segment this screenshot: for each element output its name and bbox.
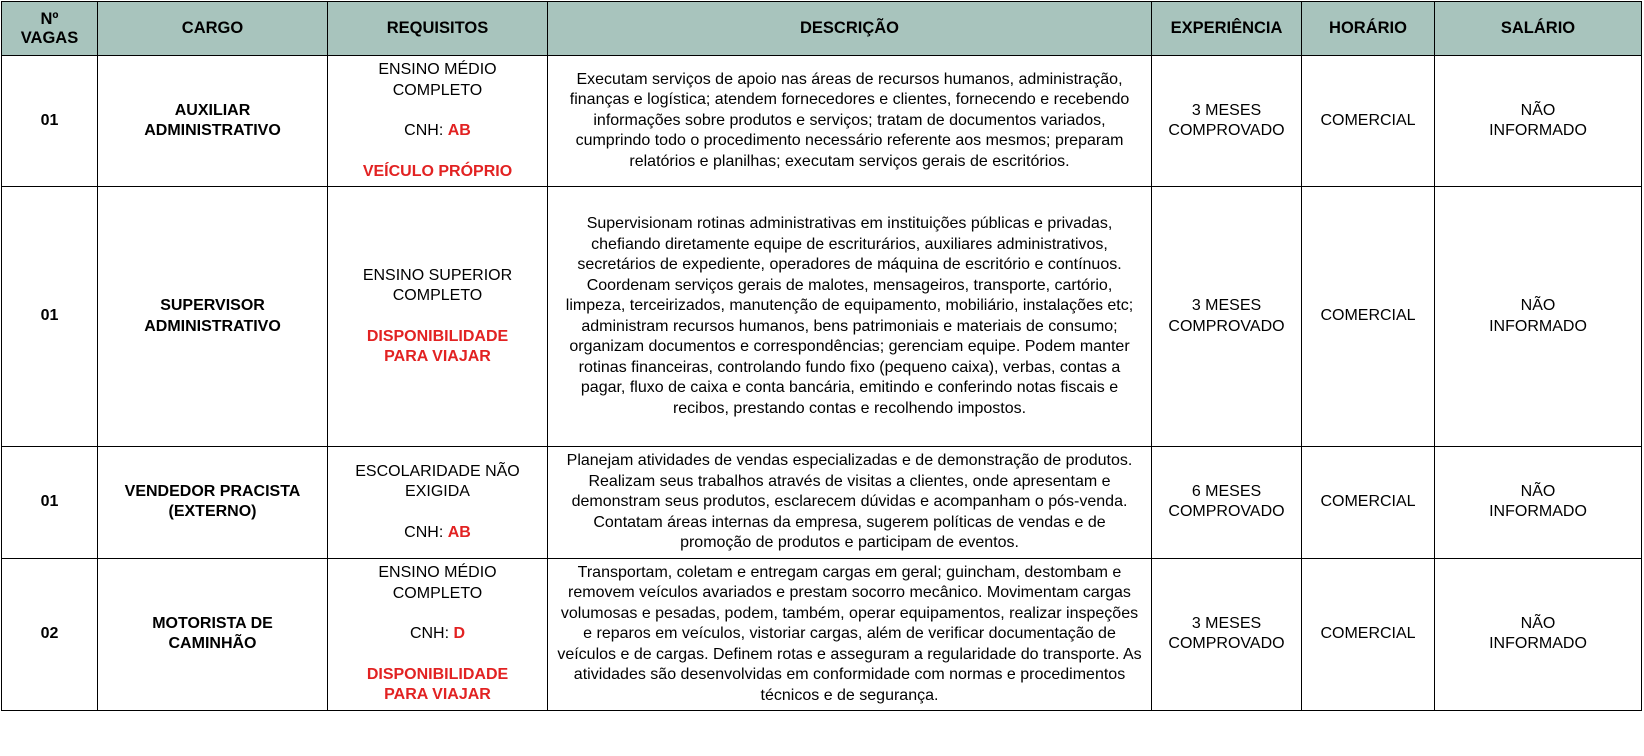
descricao-cell: Planejam atividades de vendas especializadas e de demonstração de produtos. Realizam seus trabalhos através de visitas a clientes, onde apresentam e demonstram seus produtos, esclarecem dúvidas e acompanham o pós-venda. Contatam áreas internas da empresa, sugerem políticas de vendas e de promoção de produtos e participam de eventos. (548, 447, 1152, 559)
header-descricao: DESCRIÇÃO (548, 2, 1152, 56)
experiencia-cell: 3 MESES COMPROVADO (1152, 558, 1302, 711)
header-salario: SALÁRIO (1435, 2, 1642, 56)
cargo-cell: MOTORISTA DE CAMINHÃO (98, 558, 328, 711)
descricao-cell: Supervisionam rotinas administrativas em instituições públicas e privadas, chefiando diretamente equipe de escriturários, auxiliares administrativos, secretários de expediente, operadores de máquina de escritório e contínuos. Coordenam serviços gerais de malotes, mensageiros, transporte, cartório, limpeza, terceirizados, manutenção de equipamento, mobiliário, instalações etc; administram recursos humanos, bens patrimoniais e materiais de consumo; organizam documentos e correspondências; gerenciam equipe. Podem manter rotinas financeiras, controlando fundo fixo (pequeno caixa), verbas, contas a pagar, fluxo de caixa e conta bancária, emitindo e conferindo notas fiscais e recibos, prestando contas e recolhendo impostos. (548, 187, 1152, 447)
extra-requirement: DISPONIBILIDADE (366, 665, 509, 683)
salario-cell: NÃO INFORMADO (1435, 56, 1642, 187)
salario-cell: NÃO INFORMADO (1435, 558, 1642, 711)
descricao-cell: Executam serviços de apoio nas áreas de recursos humanos, administração, finanças e logística; atendem fornecedores e clientes, fornecendo e recebendo informações sobre produtos e serviços; tratam de documentos variados, cumprindo todo o procedimento necessário referente aos mesmos; preparam relatórios e planilhas; executam serviços gerais de escritórios. (548, 56, 1152, 187)
table-header-row (2, 2, 1642, 56)
vagas-cell: 01 (2, 56, 98, 187)
table-row (2, 558, 1642, 711)
salario-cell: NÃO INFORMADO (1435, 447, 1642, 559)
requisitos-cell: ESCOLARIDADE NÃO EXIGIDA CNH: AB (328, 447, 548, 559)
vagas-cell: 02 (2, 558, 98, 711)
header-cargo: CARGO (98, 2, 328, 56)
table-row (2, 56, 1642, 187)
header-vagas: Nº VAGAS (2, 2, 98, 56)
cnh-requirement: CNH: D (409, 625, 466, 642)
job-vacancies-table (1, 1, 1642, 711)
requisitos-cell: ENSINO SUPERIOR COMPLETO DISPONIBILIDADE PARA VIAJAR (328, 187, 548, 447)
cargo-cell: SUPERVISOR ADMINISTRATIVO (98, 187, 328, 447)
header-horario: HORÁRIO (1302, 2, 1435, 56)
horario-cell: COMERCIAL (1302, 447, 1435, 559)
salario-cell: NÃO INFORMADO (1435, 187, 1642, 447)
requisitos-cell: ENSINO MÉDIO COMPLETO CNH: AB VEÍCULO PRÓPRIO (328, 56, 548, 187)
descricao-cell: Transportam, coletam e entregam cargas em geral; guincham, destombam e removem veículos avariados e prestam socorro mecânico. Movimentam cargas volumosas e pesadas, podem, também, operar equipamentos, realizar inspeções e reparos em veículos, vistoriar cargas, além de verificar documentação de veículos e de cargas. Definem rotas e asseguram a regularidade do transporte. As atividades são desenvolvidas em conformidade com normas e procedimentos técnicos e de segurança. (548, 558, 1152, 711)
table-row (2, 187, 1642, 447)
horario-cell: COMERCIAL (1302, 56, 1435, 187)
cnh-requirement: CNH: AB (404, 122, 471, 139)
cnh-requirement: CNH: AB (404, 523, 471, 541)
experiencia-cell: 3 MESES COMPROVADO (1152, 187, 1302, 447)
table-row (2, 447, 1642, 559)
experiencia-cell: 6 MESES COMPROVADO (1152, 447, 1302, 559)
vagas-cell: 01 (2, 187, 98, 447)
cargo-cell: VENDEDOR PRACISTA (EXTERNO) (98, 447, 328, 559)
experiencia-cell: 3 MESES COMPROVADO (1152, 56, 1302, 187)
vagas-cell: 01 (2, 447, 98, 559)
requisitos-cell: ENSINO MÉDIO COMPLETO CNH: D DISPONIBILIDADE PARA VIAJAR (328, 558, 548, 711)
header-requisitos: REQUISITOS (328, 2, 548, 56)
extra-requirement: DISPONIBILIDADE (366, 327, 509, 345)
header-experiencia: EXPERIÊNCIA (1152, 2, 1302, 56)
horario-cell: COMERCIAL (1302, 558, 1435, 711)
extra-requirement: VEÍCULO PRÓPRIO (362, 162, 513, 180)
cargo-cell: AUXILIAR ADMINISTRATIVO (98, 56, 328, 187)
horario-cell: COMERCIAL (1302, 187, 1435, 447)
